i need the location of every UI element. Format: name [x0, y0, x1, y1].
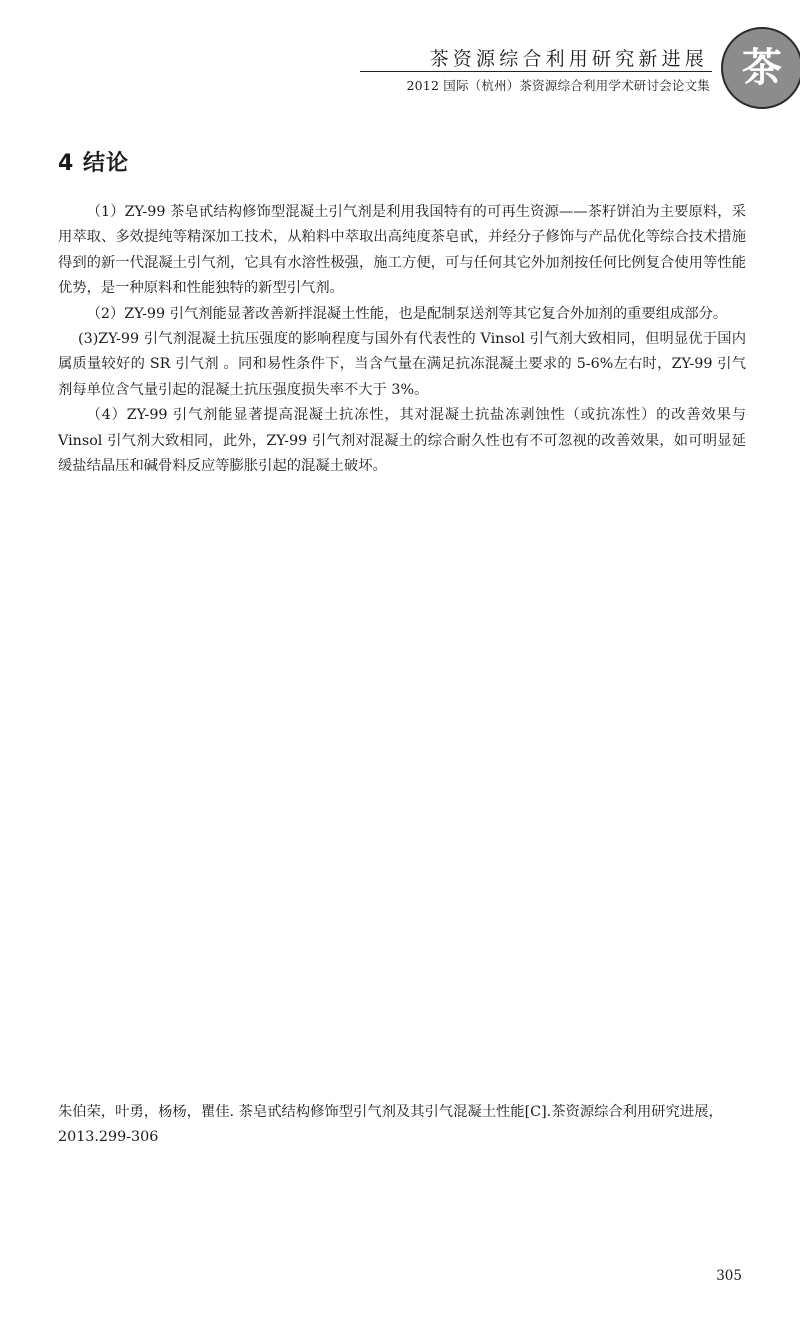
paragraph: （1）ZY-99 茶皂甙结构修饰型混凝土引气剂是利用我国特有的可再生资源——茶籽饼泊为主要原料，采用萃取、多效提纯等精深加工技术，从粕料中萃取出高纯度茶皂甙，并经分子修饰与产品优化等综合技术措施得到的新一代混凝土引气剂，它具有水溶性极强，施工方便，可与任何其它外加剂按任何比例复合使用等性能优势，是一种原料和性能独特的新型引气剂。 — [58, 204, 746, 297]
conclusion-body — [58, 200, 746, 479]
book-subtitle: 2012 国际（杭州）茶资源综合利用学术研讨会论文集 — [406, 78, 710, 93]
paragraph: （2）ZY-99 引气剂能显著改善新拌混凝土性能，也是配制泵送剂等其它复合外加剂的重要组成部分。 — [86, 305, 728, 322]
tea-logo — [721, 27, 800, 109]
book-title: 茶资源综合利用研究新进展 — [429, 48, 708, 70]
section-heading: 4 结论 — [58, 151, 129, 176]
paragraph: （4）ZY-99 引气剂能显著提高混凝土抗冻性，其对混凝土抗盐冻剥蚀性（或抗冻性）的改善效果与 Vinsol 引气剂大致相同，此外，ZY-99 引气剂对混凝土的综合耐久性也有不可忽视的改善效果，如可明显延缓盐结晶压和碱骨料反应等膨胀引起的混凝土破坏。 — [58, 407, 746, 475]
tea-logo-glyph: 茶 — [742, 45, 782, 91]
page-number: 305 — [716, 1268, 742, 1284]
running-header — [0, 0, 800, 110]
paragraph: (3)ZY-99 引气剂混凝土抗压强度的影响程度与国外有代表性的 Vinsol 引气剂大致相同，但明显优于国内属质量较好的 SR 引气剂 。同和易性条件下，当含气量在满足抗冻混凝土要求的 5-6%左右时，ZY-99 引气剂每单位含气量引起的混凝土抗压强度损失率不大于 3%。 — [58, 331, 746, 398]
header-rule — [360, 71, 712, 72]
citation-reference: 朱伯荣，叶勇，杨杨，瞿佳. 茶皂甙结构修饰型引气剂及其引气混凝土性能[C].茶资源综合利用研究进展，2013.299-306 — [58, 1104, 723, 1146]
